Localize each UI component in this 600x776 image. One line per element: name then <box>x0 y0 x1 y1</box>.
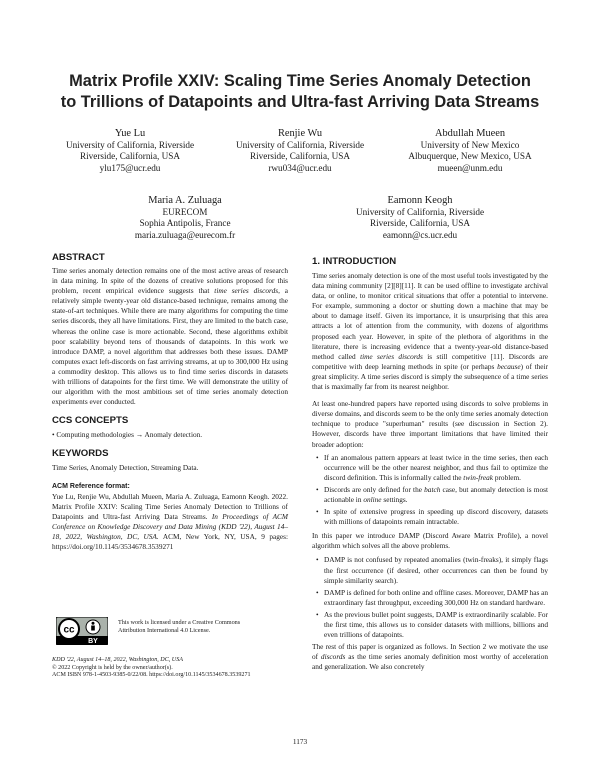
text-part: problem. <box>493 472 521 482</box>
text-emphasis: online <box>363 494 382 504</box>
author-location: Albuquerque, New Mexico, USA <box>408 151 532 162</box>
author-block <box>228 127 372 174</box>
page-number: 1173 <box>292 737 308 746</box>
text-part: settings. <box>381 494 408 504</box>
author-location: Riverside, California, USA <box>369 218 471 229</box>
title-line-2: to Trillions of Datapoints and Ultra-fast Arriving Data Streams <box>60 93 540 111</box>
abstract-part: , a relatively simple twenty-year old distance-based technique, remains among the state-of-art techniques. While there are many algorithms for computing the time series discords, they all have limitations. First, they are limited to the batch case, whereas the online case is more actionable. Second, these algorithms exhibit poor scalability beyond tens of thousands of datapoints. In this work we introduce DAMP, a novel algorithm that addresses both these issues. DAMP computes exact left-discords on fast arriving streams, at up to 300,000 Hz using a commodity desktop. This allows us to find time series discords in datasets with trillions of datapoints for the first time. We will demonstrate the utility of our algorithm with the most ambitious set of time series anomaly detection experiments ever conducted. <box>52 286 289 407</box>
abstract-heading: ABSTRACT <box>52 252 105 263</box>
acm-reference-heading: ACM Reference format: <box>52 482 130 490</box>
text-part: In spite of extensive progress in speeding up discord discovery, datasets with millions of datapoints remain intractable. <box>324 507 548 527</box>
copyright-line: © 2022 Copyright is held by the owner/author(s). <box>52 664 173 671</box>
left-column <box>52 252 288 552</box>
intro-paragraph-4 <box>312 642 548 672</box>
list-item: • DAMP is not confused by repeated anomalies (twin-freaks), it simply flags the first occurrence (if desired, other occurrences can then be found by simple similarity search). <box>312 555 548 585</box>
license-text <box>118 619 288 635</box>
abstract-emphasis: time series discords <box>214 286 279 296</box>
cc-by-icon <box>56 617 108 645</box>
text-emphasis: because <box>497 361 521 371</box>
list-item: • DAMP is defined for both online and offline cases. Moreover, DAMP has an extraordinary fast throughput, exceeding 300,000 Hz on standard hardware. <box>312 588 548 608</box>
abstract-part: Time series anomaly detection remains one of the most active areas of research in data mining. In spite of the dozens of creative solutions proposed for this problem, recent empirical evidence suggests that <box>52 266 288 296</box>
isbn-doi-line: ACM ISBN 978-1-4503-9385-0/22/08. https://doi.org/10.1145/3534678.3539271 <box>52 672 251 679</box>
text-part: If an anomalous pattern appears at least twice in the time series, then each occurrence will be the other nearest neighbor, and thus fail to optimize the discord definition. This is informally called the <box>324 452 548 482</box>
text-part: as the time series anomaly definition most worthy of acceleration and generalization. We also concretely <box>312 652 549 672</box>
ccs-heading: CCS CONCEPTS <box>52 415 129 427</box>
author-location: Riverside, California, USA <box>249 151 351 162</box>
publication-info <box>52 657 288 680</box>
license-line: This work is licensed under a Creative Commons <box>118 619 241 626</box>
damp-features-list <box>312 555 548 640</box>
author-name: Yue Lu <box>114 128 146 139</box>
cc-label: cc <box>63 624 75 636</box>
author-block <box>60 127 200 174</box>
list-item <box>312 453 548 483</box>
author-block <box>110 194 260 241</box>
list-item: • As the previous bullet point suggests, DAMP is extraordinarily scalable. For the first time, this allows us to consider datasets with millions, billions and even trillions of datapoints. <box>312 610 548 640</box>
license-line: Attribution International 4.0 License. <box>118 627 211 635</box>
author-name: Maria A. Zuluaga <box>148 195 222 206</box>
author-affiliation: University of California, Riverside <box>355 207 485 217</box>
author-email[interactable]: rwu034@ucr.edu <box>268 162 332 173</box>
text-part: Discords are only defined for the <box>324 484 425 494</box>
text-emphasis: time series discords <box>360 351 423 361</box>
author-email[interactable]: eamonn@cs.ucr.edu <box>382 229 458 240</box>
intro-paragraph-2: At least one-hundred papers have reported using discords to solve problems in diverse domains, and discords seem to be the only time series anomaly detection technique to produce "superhuman" results (see discussion in Section 2). However, discords have three important limitations that have limited their broader adoption: <box>312 399 548 449</box>
right-column <box>312 256 548 672</box>
author-location: Sophia Antipolis, France <box>139 218 231 229</box>
text-emphasis: batch <box>424 484 441 494</box>
intro-paragraph-1 <box>312 271 548 392</box>
acm-reference-part: Yue Lu, Renjie Wu, Abdullah Mueen, Maria A. Zuluaga, Eamonn Keogh. 2022. Matrix Profile XXIV: Scaling Time Series Anomaly Detection to Trillions of Datapoints and Ultra-fast Arriving Data Streams. <box>52 491 288 521</box>
paper-title <box>40 71 560 113</box>
text-part: ) of their great simplicity. A time series discord is simply the subsequence of a time series that is maximally far from its nearest neighbor. <box>312 361 548 392</box>
author-location: Riverside, California, USA <box>79 151 181 162</box>
author-block <box>398 127 542 174</box>
limitations-list <box>312 453 548 528</box>
acm-reference-part: ACM, New York, NY, USA, 9 pages: https://doi.org/10.1145/3534678.3539271 <box>52 531 288 551</box>
intro-paragraph-3: In this paper we introduce DAMP (Discord Aware Matrix Profile), a novel algorithm which solves all the above problems. <box>312 531 548 551</box>
list-item <box>312 485 548 505</box>
text-part: case, but anomaly detection is most actionable in <box>324 484 548 504</box>
author-affiliation: University of California, Riverside <box>235 140 365 150</box>
author-name: Renjie Wu <box>277 128 323 139</box>
text-part: is still competitive [11]. Discords are competitive with deep learning methods in spite (or perhaps <box>312 351 548 371</box>
acm-reference-text <box>52 492 288 553</box>
author-affiliation: EURECOM <box>162 207 208 217</box>
conference-line: KDD '22, August 14–18, 2022, Washington, DC, USA <box>52 657 183 663</box>
abstract-text <box>52 266 288 407</box>
keywords-heading: KEYWORDS <box>52 448 109 460</box>
author-email[interactable]: mueen@unm.edu <box>437 162 503 173</box>
cc-by-license-badge[interactable] <box>56 617 108 645</box>
author-block <box>345 194 495 241</box>
author-affiliation: University of California, Riverside <box>65 140 195 150</box>
author-email[interactable]: maria.zuluaga@eurecom.fr <box>134 229 236 240</box>
keywords-text: Time Series, Anomaly Detection, Streaming Data. <box>52 463 199 473</box>
title-line-1: Matrix Profile XXIV: Scaling Time Series Anomaly Detection <box>69 72 531 90</box>
introduction-heading: 1. INTRODUCTION <box>312 256 397 267</box>
author-name: Eamonn Keogh <box>387 195 453 206</box>
text-emphasis: discords <box>320 652 346 662</box>
list-item <box>312 507 548 527</box>
author-affiliation: University of New Mexico <box>420 140 520 150</box>
by-label: BY <box>88 638 98 645</box>
ccs-item: • Computing methodologies → Anomaly detection. <box>52 430 203 440</box>
author-email[interactable]: ylu175@ucr.edu <box>99 162 161 173</box>
text-part: The rest of this paper is organized as follows. In Section 2 we motivate the use of <box>312 642 548 662</box>
author-name: Abdullah Mueen <box>434 128 506 139</box>
text-part: Time series anomaly detection is one of the most useful tools investigated by the data mining community [2][8][11]. It can be used offline to investigate archival data, or online, to monitor critical situations that offer a potential to intervene. For example, summoning a doctor or shutting down a machine that may be about to damage itself. Given its importance, it is unsurprising that this area attracts a lot of attention from the community, with dozens of algorithms proposed each year. However, in spite of the plethora of algorithms in the literature, there is increasing evidence that a twenty-year-old distance-based method called <box>312 271 548 361</box>
text-emphasis: twin-freak <box>463 472 494 482</box>
acm-reference-venue: In Proceedings of ACM Conference on Knowledge Discovery and Data Mining (KDD '22), August 14–18, 2022, Washington, DC, USA. <box>52 511 288 541</box>
